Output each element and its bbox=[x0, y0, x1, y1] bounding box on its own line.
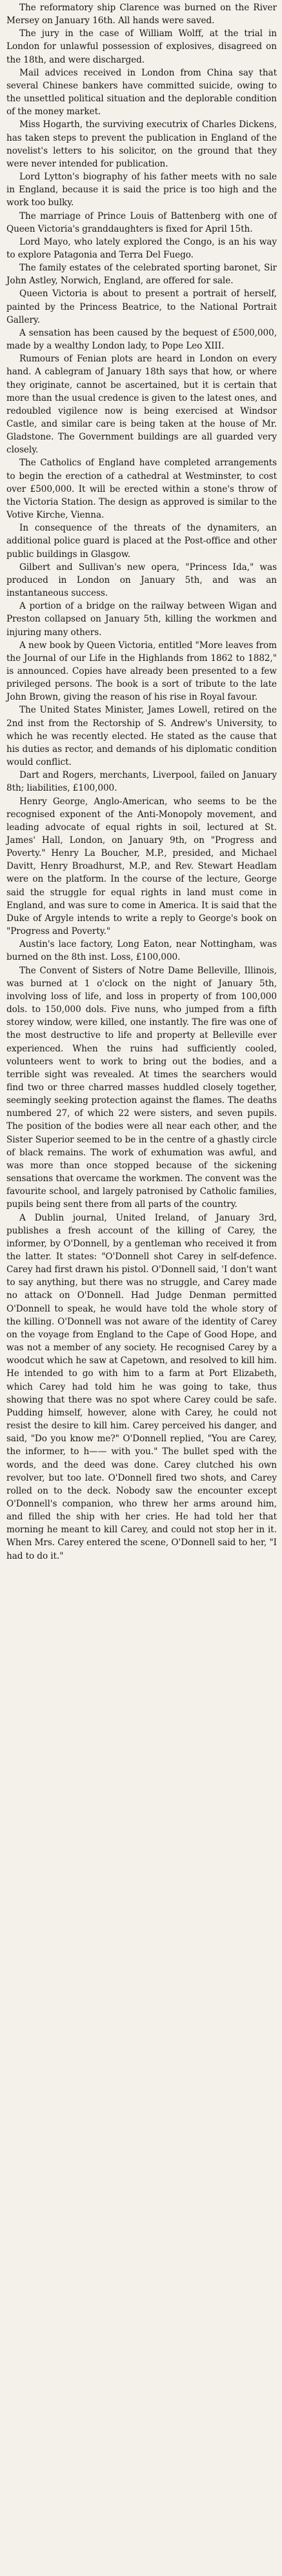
news-item-carey-odonnell: A Dublin journal, United Ireland, of January 3rd, publishes a fresh account of the killing of Carey, the informer, by O'Donnell, by a gentleman who received it from the latter. It states: "O'Donnell shot Carey in self-defence. Carey had first drawn his pistol. O'Donnell said, 'I don't want to say anything, but there was no struggle, and Carey made no attack on O'Donnell. Had Judge Denman permitted O'Donnell to speak, he would have told the whole story of the killing. O'Donnell was not aware of the identity of Carey on the voyage from England to the Cape of Good Hope, and was not a member of any society. He recognised Carey by a woodcut which he saw at Capetown, and resolved to kill him. He intended to go with him to a farm at Port Elizabeth, which Carey had told him he was going to take, thus showing that there was no spot where Carey could be safe. Pudding himself, however, alone with Carey, he could not resist the desire to kill him. Carey perceived his danger, and said, "Do you know me?" O'Donnell replied, "You are Carey, the informer, to h—— with you." The bullet sped with the words, and the deed was done. Carey clutched his own revolver, but too late. O'Donnell fired two shots, and Carey rolled on to the deck. Nobody saw the encounter except O'Donnell's companion, who threw her arms around him, and filled the ship with her cries. He had told her that morning he meant to kill Carey, and could not stop her in it. When Mrs. Carey entered the scene, O'Donnell said to her, "I had to do it." bbox=[6, 1212, 277, 1561]
news-item-princess-ida: Gilbert and Sullivan's new opera, "Princess Ida," was produced in London on January 5th, and was an instantaneous success. bbox=[6, 562, 277, 599]
news-item-wolff-trial: The jury in the case of William Wolff, at the trial in London for unlawful possession of explosives, disagreed on the 18th, and were discharged. bbox=[6, 28, 277, 65]
news-item-dickens-letters: Miss Hogarth, the surviving executrix of Charles Dickens, has taken steps to prevent the publication in England of the novelist's letters to his solicitor, on the ground that they were never intended for publication. bbox=[6, 119, 277, 169]
news-item-pope-bequest: A sensation has been caused by the bequest of £500,000, made by a wealthy London lady, to Pope Leo XIII. bbox=[6, 327, 277, 352]
news-item-lytton-biography: Lord Lytton's biography of his father meets with no sale in England, because it is said the price is too high and the work too bulky. bbox=[6, 172, 277, 208]
news-item-fenian-plots: Rumours of Fenian plots are heard in London on every hand. A cablegram of January 18th says that how, or where they originate, cannot be ascertained, but it is certain that more than the usual credence is given to the latest ones, and redoubled vigilence now is being exercised at Windsor Castle, and similar care is being taken at the house of Mr. Gladstone. The Government buildings are all guarded very closely. bbox=[6, 354, 277, 456]
news-item-china-bankers: Mail advices received in London from China say that several Chinese bankers have committed suicide, owing to the unsettled political situation and the deplorable condition of the money market. bbox=[6, 67, 277, 117]
news-item-henry-george: Henry George, Anglo-American, who seems to be the recognised exponent of the Anti-Monopoly movement, and leading advocate of equal rights in soil, lectured at St. James' Hall, London, on January 9th, on "Progress and Poverty." Henry La Boucher, M.P., presided, and Michael Davitt, Henry Broadhurst, M.P., and Rev. Stewart Headlam were on the platform. In the course of the lecture, George said the struggle for equal rights in land must come in England, and was sure to come in America. It is said that the Duke of Argyle intends to write a reply to George's book on "Progress and Poverty." bbox=[6, 796, 277, 937]
news-item-westminster-cathedral: The Catholics of England have completed arrangements to begin the erection of a cathedral at Westminster, to cost over £500,000. It will be erected within a stone's throw of the Victoria Station. The design as approved is similar to the Votive Kirche, Vienna. bbox=[6, 458, 277, 521]
news-item-lace-factory: Austin's lace factory, Long Eaton, near Nottingham, was burned on the 8th inst. Loss, £100,000. bbox=[6, 939, 277, 963]
news-item-bridge-collapse: A portion of a bridge on the railway between Wigan and Preston collapsed on January 5th, killing the workmen and injuring many others. bbox=[6, 601, 277, 638]
news-item-battenberg-marriage: The marriage of Prince Louis of Battenberg with one of Queen Victoria's granddaughters is fixed for April 15th. bbox=[6, 210, 277, 234]
news-item-queen-book: A new book by Queen Victoria, entitled "More leaves from the Journal of our Life in the Highlands from 1862 to 1882," is announced. Copies have already been presented to a few privileged persons. The book is a sort of tribute to the late John Brown, giving the reason of his rise in Royal favour. bbox=[6, 640, 277, 703]
news-item-astley-estates: The family estates of the celebrated sporting baronet, Sir John Astley, Norwich, England, are offered for sale. bbox=[6, 263, 277, 287]
news-item-lord-mayo: Lord Mayo, who lately explored the Congo, is an his way to explore Patagonia and Terra Del Fuego. bbox=[6, 236, 277, 260]
news-item-clarence-ship: The reformatory ship Clarence was burned on the River Mersey on January 16th. All hands were saved. bbox=[6, 3, 277, 26]
news-item-lowell-rectorship: The United States Minister, James Lowell, retired on the 2nd inst from the Rectorship of S. Andrew's University, to which he was recently elected. He stated as the cause that his duties as rector, and demands of his diplomatic condition would conflict. bbox=[6, 705, 277, 768]
news-item-dart-rogers: Dart and Rogers, merchants, Liverpool, failed on January 8th; liabilities, £100,000. bbox=[6, 770, 277, 794]
news-item-belleville-convent: The Convent of Sisters of Notre Dame Belleville, Illinois, was burned at 1 o'clock on the night of January 5th, involving loss of life, and loss in property of from 100,000 dols. to 150,000 dols. Five nuns, who jumped from a fifth storey window, were killed, one instantly. The fire was one of the most destructive to life and property at Belleville ever experienced. When the ruins had sufficiently cooled, volunteers went to work to bring out the bodies, and a terrible sight was revealed. At times the searchers would find two or three charred masses huddled closely together, seemingly seeking protection against the flames. The deaths numbered 27, of which 22 were sisters, and seven pupils. The position of the bodies were all near each other, and the Sister Superior seemed to be in the centre of a ghastly circle of black remains. The work of exhumation was awful, and was more than once stopped because of the sickening sensations that overcame the workmen. The convent was the favourite school, and largely patronised by Catholic families, pupils being sent there from all parts of the country. bbox=[6, 965, 277, 1210]
news-item-glasgow-police: In consequence of the threats of the dynamiters, an additional police guard is placed at the Post-office and other public buildings in Glasgow. bbox=[6, 523, 277, 560]
news-item-queen-portrait: Queen Victoria is about to present a portrait of herself, painted by the Princess Beatrice, to the National Portrait Gallery. bbox=[6, 289, 277, 325]
